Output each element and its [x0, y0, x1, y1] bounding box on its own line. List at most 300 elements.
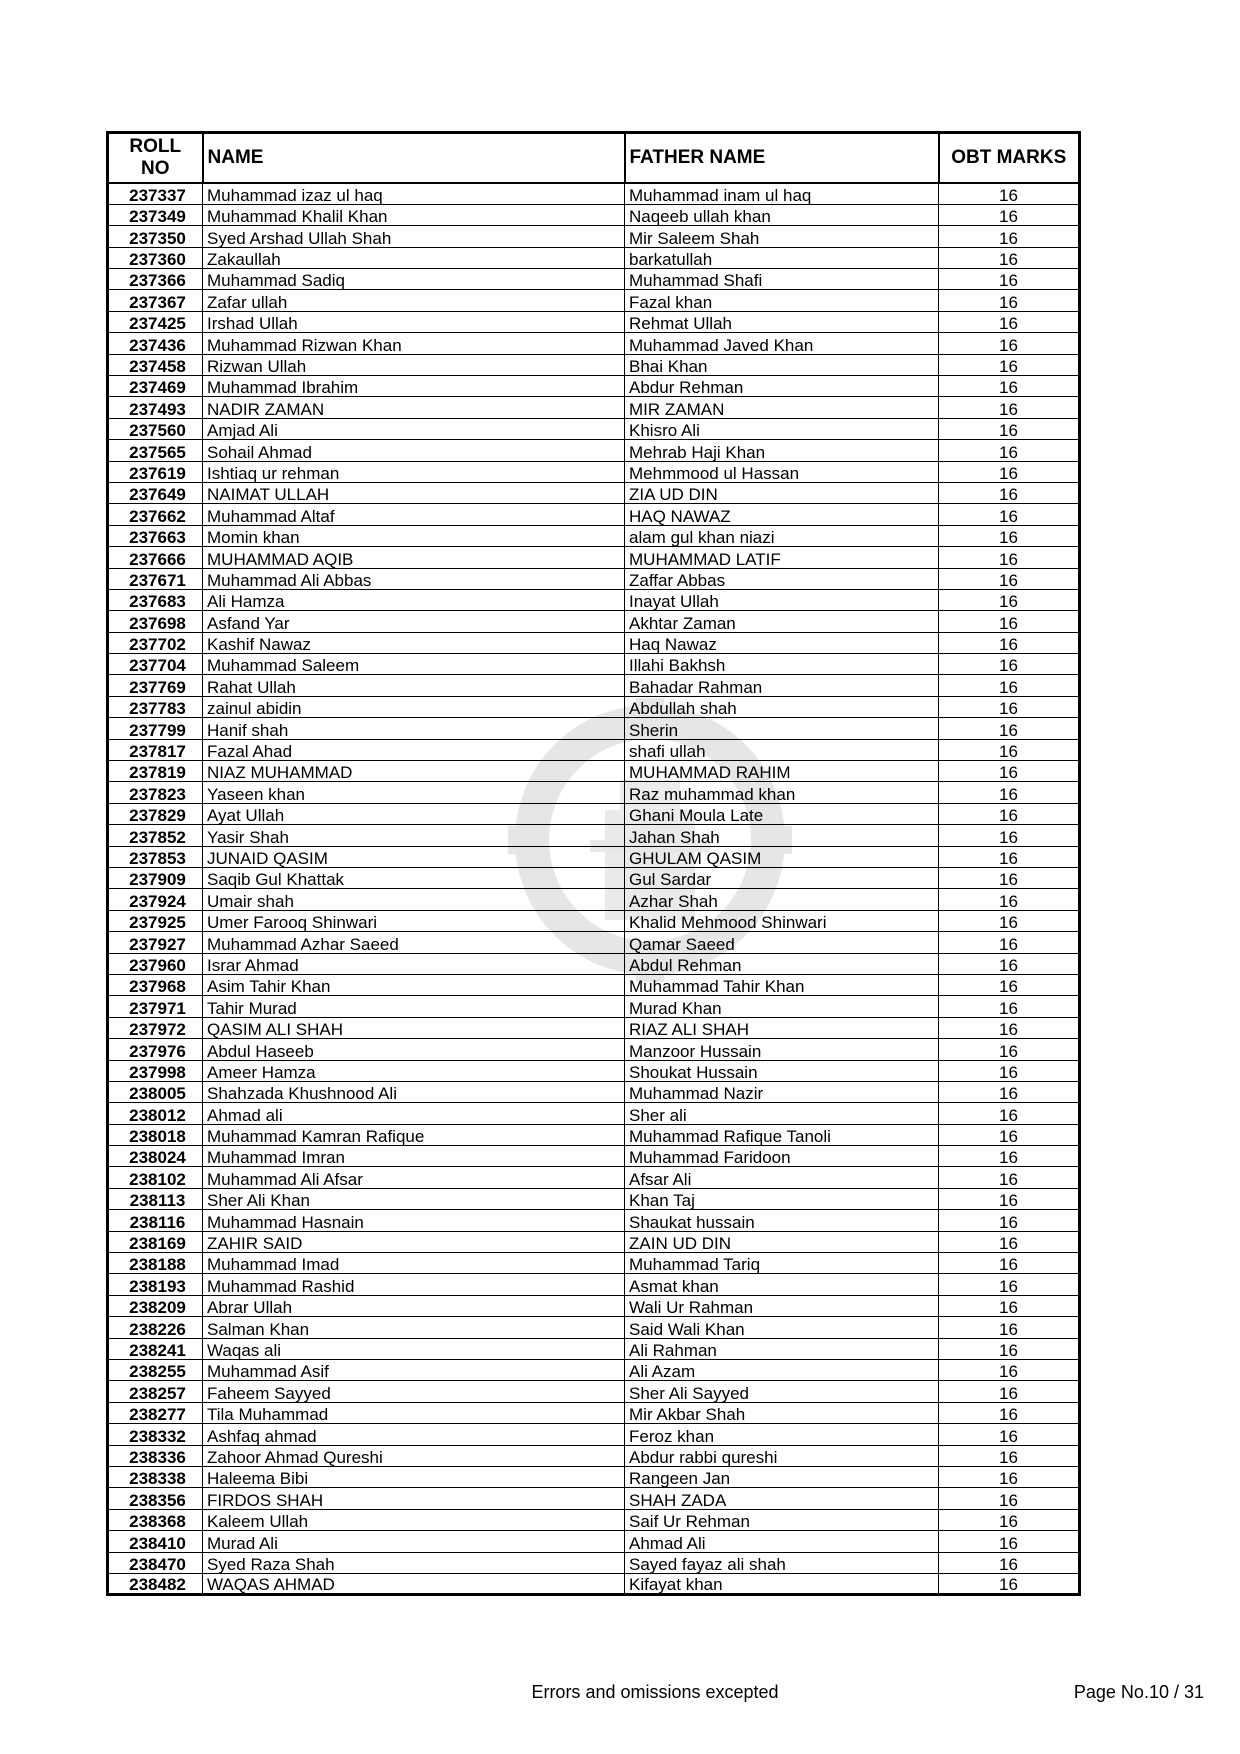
roll-no-cell: 237924: [108, 889, 203, 910]
father-name-cell: Zaffar Abbas: [625, 568, 939, 589]
obt-marks-cell: 16: [939, 932, 1080, 953]
father-name-cell: Naqeeb ullah khan: [625, 204, 939, 225]
father-name-cell: Sher ali: [625, 1103, 939, 1124]
name-cell: Abdul Haseeb: [203, 1039, 625, 1060]
table-row: [108, 1081, 1080, 1102]
header-father-name: FATHER NAME: [625, 133, 939, 184]
table-row: [108, 1359, 1080, 1380]
table-row: [108, 1124, 1080, 1145]
table-row: [108, 1274, 1080, 1295]
name-cell: Umer Farooq Shinwari: [203, 910, 625, 931]
table-row: [108, 1338, 1080, 1359]
roll-no-cell: 237493: [108, 397, 203, 418]
obt-marks-cell: 16: [939, 1338, 1080, 1359]
roll-no-cell: 237960: [108, 953, 203, 974]
table-row: [108, 589, 1080, 610]
table-row: [108, 547, 1080, 568]
table-row: [108, 1445, 1080, 1466]
obt-marks-cell: 16: [939, 504, 1080, 525]
obt-marks-cell: 16: [939, 1274, 1080, 1295]
obt-marks-cell: 16: [939, 204, 1080, 225]
roll-no-cell: 238356: [108, 1488, 203, 1509]
roll-no-cell: 238024: [108, 1146, 203, 1167]
obt-marks-cell: 16: [939, 611, 1080, 632]
father-name-cell: ZAIN UD DIN: [625, 1231, 939, 1252]
roll-no-cell: 238113: [108, 1188, 203, 1209]
table-body: [108, 183, 1080, 1595]
name-cell: Ashfaq ahmad: [203, 1424, 625, 1445]
roll-no-cell: 238255: [108, 1359, 203, 1380]
table-row: [108, 397, 1080, 418]
roll-no-cell: 237367: [108, 290, 203, 311]
obt-marks-cell: 16: [939, 333, 1080, 354]
name-cell: Muhammad Azhar Saeed: [203, 932, 625, 953]
father-name-cell: Murad Khan: [625, 996, 939, 1017]
name-cell: Muhammad Rizwan Khan: [203, 333, 625, 354]
header-obt-marks: OBT MARKS: [939, 133, 1080, 184]
roll-no-cell: 237927: [108, 932, 203, 953]
obt-marks-cell: 16: [939, 547, 1080, 568]
table-row: [108, 1103, 1080, 1124]
father-name-cell: Feroz khan: [625, 1424, 939, 1445]
obt-marks-cell: 16: [939, 1509, 1080, 1530]
name-cell: JUNAID QASIM: [203, 846, 625, 867]
roll-no-cell: 237971: [108, 996, 203, 1017]
roll-no-cell: 237349: [108, 204, 203, 225]
name-cell: Israr Ahmad: [203, 953, 625, 974]
obt-marks-cell: 16: [939, 1210, 1080, 1231]
roll-no-cell: 238336: [108, 1445, 203, 1466]
roll-no-cell: 237704: [108, 654, 203, 675]
obt-marks-cell: 16: [939, 1531, 1080, 1552]
father-name-cell: Muhammad Faridoon: [625, 1146, 939, 1167]
table-row: [108, 932, 1080, 953]
name-cell: Yasir Shah: [203, 825, 625, 846]
name-cell: zainul abidin: [203, 696, 625, 717]
name-cell: Sohail Ahmad: [203, 440, 625, 461]
obt-marks-cell: 16: [939, 376, 1080, 397]
name-cell: Syed Arshad Ullah Shah: [203, 226, 625, 247]
obt-marks-cell: 16: [939, 418, 1080, 439]
father-name-cell: Ahmad Ali: [625, 1531, 939, 1552]
roll-no-cell: 237663: [108, 525, 203, 546]
obt-marks-cell: 16: [939, 654, 1080, 675]
table-row: [108, 846, 1080, 867]
name-cell: WAQAS AHMAD: [203, 1573, 625, 1594]
table-row: [108, 1253, 1080, 1274]
father-name-cell: Muhammad Javed Khan: [625, 333, 939, 354]
table-row: [108, 675, 1080, 696]
roll-no-cell: 237436: [108, 333, 203, 354]
roll-no-cell: 238482: [108, 1573, 203, 1594]
roll-no-cell: 238169: [108, 1231, 203, 1252]
table-row: [108, 354, 1080, 375]
roll-no-cell: 237702: [108, 632, 203, 653]
obt-marks-cell: 16: [939, 589, 1080, 610]
table-row: [108, 418, 1080, 439]
table-row: [108, 568, 1080, 589]
roll-no-cell: 238018: [108, 1124, 203, 1145]
table-row: [108, 333, 1080, 354]
father-name-cell: Haq Nawaz: [625, 632, 939, 653]
roll-no-cell: 238116: [108, 1210, 203, 1231]
table-row: [108, 889, 1080, 910]
father-name-cell: Jahan Shah: [625, 825, 939, 846]
obt-marks-cell: 16: [939, 1381, 1080, 1402]
obt-marks-cell: 16: [939, 247, 1080, 268]
father-name-cell: Asmat khan: [625, 1274, 939, 1295]
obt-marks-cell: 16: [939, 868, 1080, 889]
father-name-cell: Muhammad inam ul haq: [625, 183, 939, 204]
header-name: NAME: [203, 133, 625, 184]
roll-no-cell: 237783: [108, 696, 203, 717]
roll-no-cell: 238005: [108, 1081, 203, 1102]
name-cell: Fazal Ahad: [203, 739, 625, 760]
father-name-cell: Illahi Bakhsh: [625, 654, 939, 675]
table-header-row: [108, 133, 1080, 184]
table-row: [108, 183, 1080, 204]
roll-no-cell: 237649: [108, 482, 203, 503]
father-name-cell: Bhai Khan: [625, 354, 939, 375]
table-row: [108, 1295, 1080, 1316]
name-cell: NADIR ZAMAN: [203, 397, 625, 418]
father-name-cell: RIAZ ALI SHAH: [625, 1017, 939, 1038]
table-row: [108, 996, 1080, 1017]
table-row: [108, 440, 1080, 461]
father-name-cell: Muhammad Tariq: [625, 1253, 939, 1274]
obt-marks-cell: 16: [939, 183, 1080, 204]
roll-no-cell: 237698: [108, 611, 203, 632]
roll-no-cell: 237817: [108, 739, 203, 760]
obt-marks-cell: 16: [939, 910, 1080, 931]
father-name-cell: Inayat Ullah: [625, 589, 939, 610]
obt-marks-cell: 16: [939, 782, 1080, 803]
obt-marks-cell: 16: [939, 397, 1080, 418]
obt-marks-cell: 16: [939, 1359, 1080, 1380]
name-cell: Muhammad Rashid: [203, 1274, 625, 1295]
name-cell: Momin khan: [203, 525, 625, 546]
name-cell: NAIMAT ULLAH: [203, 482, 625, 503]
roll-no-cell: 237560: [108, 418, 203, 439]
roll-no-cell: 238338: [108, 1466, 203, 1487]
obt-marks-cell: 16: [939, 568, 1080, 589]
table-row: [108, 782, 1080, 803]
obt-marks-cell: 16: [939, 825, 1080, 846]
name-cell: Waqas ali: [203, 1338, 625, 1359]
obt-marks-cell: 16: [939, 354, 1080, 375]
obt-marks-cell: 16: [939, 1466, 1080, 1487]
name-cell: Yaseen khan: [203, 782, 625, 803]
roll-no-cell: 238241: [108, 1338, 203, 1359]
roll-no-cell: 237976: [108, 1039, 203, 1060]
table-row: [108, 311, 1080, 332]
father-name-cell: Abdur Rehman: [625, 376, 939, 397]
obt-marks-cell: 16: [939, 290, 1080, 311]
obt-marks-cell: 16: [939, 461, 1080, 482]
table-row: [108, 632, 1080, 653]
father-name-cell: shafi ullah: [625, 739, 939, 760]
table-row: [108, 1381, 1080, 1402]
obt-marks-cell: 16: [939, 1402, 1080, 1423]
father-name-cell: Mir Akbar Shah: [625, 1402, 939, 1423]
father-name-cell: Muhammad Tahir Khan: [625, 974, 939, 995]
obt-marks-cell: 16: [939, 696, 1080, 717]
father-name-cell: Rangeen Jan: [625, 1466, 939, 1487]
obt-marks-cell: 16: [939, 1124, 1080, 1145]
father-name-cell: Ali Rahman: [625, 1338, 939, 1359]
name-cell: MUHAMMAD AQIB: [203, 547, 625, 568]
father-name-cell: Muhammad Nazir: [625, 1081, 939, 1102]
table-row: [108, 1039, 1080, 1060]
obt-marks-cell: 16: [939, 1039, 1080, 1060]
roll-no-cell: 237998: [108, 1060, 203, 1081]
table-row: [108, 1402, 1080, 1423]
name-cell: Ahmad ali: [203, 1103, 625, 1124]
roll-no-cell: 237683: [108, 589, 203, 610]
table-row: [108, 953, 1080, 974]
table-row: [108, 696, 1080, 717]
name-cell: Ameer Hamza: [203, 1060, 625, 1081]
table-row: [108, 1146, 1080, 1167]
father-name-cell: Khalid Mehmood Shinwari: [625, 910, 939, 931]
name-cell: Saqib Gul Khattak: [203, 868, 625, 889]
name-cell: Murad Ali: [203, 1531, 625, 1552]
name-cell: NIAZ MUHAMMAD: [203, 761, 625, 782]
name-cell: Amjad Ali: [203, 418, 625, 439]
name-cell: Tila Muhammad: [203, 1402, 625, 1423]
name-cell: Ayat Ullah: [203, 803, 625, 824]
table-row: [108, 247, 1080, 268]
name-cell: Muhammad izaz ul haq: [203, 183, 625, 204]
obt-marks-cell: 16: [939, 482, 1080, 503]
name-cell: Umair shah: [203, 889, 625, 910]
name-cell: Muhammad Asif: [203, 1359, 625, 1380]
father-name-cell: Raz muhammad khan: [625, 782, 939, 803]
father-name-cell: Shoukat Hussain: [625, 1060, 939, 1081]
roll-no-cell: 237769: [108, 675, 203, 696]
father-name-cell: Mehmmood ul Hassan: [625, 461, 939, 482]
name-cell: Kaleem Ullah: [203, 1509, 625, 1530]
father-name-cell: Ali Azam: [625, 1359, 939, 1380]
roll-no-cell: 238332: [108, 1424, 203, 1445]
name-cell: Ali Hamza: [203, 589, 625, 610]
name-cell: Muhammad Imad: [203, 1253, 625, 1274]
father-name-cell: Wali Ur Rahman: [625, 1295, 939, 1316]
father-name-cell: Sher Ali Sayyed: [625, 1381, 939, 1402]
table-row: [108, 1317, 1080, 1338]
obt-marks-cell: 16: [939, 1103, 1080, 1124]
roll-no-cell: 237852: [108, 825, 203, 846]
name-cell: Asfand Yar: [203, 611, 625, 632]
name-cell: Kashif Nawaz: [203, 632, 625, 653]
father-name-cell: Abdur rabbi qureshi: [625, 1445, 939, 1466]
father-name-cell: Azhar Shah: [625, 889, 939, 910]
results-table: [106, 131, 1081, 1596]
father-name-cell: alam gul khan niazi: [625, 525, 939, 546]
roll-no-cell: 237823: [108, 782, 203, 803]
roll-no-cell: 237829: [108, 803, 203, 824]
father-name-cell: Akhtar Zaman: [625, 611, 939, 632]
table-row: [108, 482, 1080, 503]
obt-marks-cell: 16: [939, 226, 1080, 247]
table-row: [108, 611, 1080, 632]
table-row: [108, 1488, 1080, 1509]
father-name-cell: Sayed fayaz ali shah: [625, 1552, 939, 1573]
father-name-cell: HAQ NAWAZ: [625, 504, 939, 525]
roll-no-cell: 238012: [108, 1103, 203, 1124]
name-cell: Zafar ullah: [203, 290, 625, 311]
name-cell: Muhammad Kamran Rafique: [203, 1124, 625, 1145]
obt-marks-cell: 16: [939, 1081, 1080, 1102]
table-row: [108, 718, 1080, 739]
roll-no-cell: 237425: [108, 311, 203, 332]
table-row: [108, 504, 1080, 525]
roll-no-cell: 237671: [108, 568, 203, 589]
obt-marks-cell: 16: [939, 269, 1080, 290]
roll-no-cell: 237565: [108, 440, 203, 461]
name-cell: Shahzada Khushnood Ali: [203, 1081, 625, 1102]
father-name-cell: Afsar Ali: [625, 1167, 939, 1188]
table-row: [108, 1531, 1080, 1552]
roll-no-cell: 238277: [108, 1402, 203, 1423]
table-row: [108, 226, 1080, 247]
name-cell: Asim Tahir Khan: [203, 974, 625, 995]
obt-marks-cell: 16: [939, 974, 1080, 995]
roll-no-cell: 237799: [108, 718, 203, 739]
name-cell: Salman Khan: [203, 1317, 625, 1338]
father-name-cell: Kifayat khan: [625, 1573, 939, 1594]
father-name-cell: Mir Saleem Shah: [625, 226, 939, 247]
obt-marks-cell: 16: [939, 525, 1080, 546]
roll-no-cell: 237360: [108, 247, 203, 268]
obt-marks-cell: 16: [939, 718, 1080, 739]
table-row: [108, 1552, 1080, 1573]
table-row: [108, 1509, 1080, 1530]
father-name-cell: Muhammad Rafique Tanoli: [625, 1124, 939, 1145]
table-row: [108, 825, 1080, 846]
name-cell: Zakaullah: [203, 247, 625, 268]
roll-no-cell: 237350: [108, 226, 203, 247]
roll-no-cell: 237662: [108, 504, 203, 525]
name-cell: Muhammad Saleem: [203, 654, 625, 675]
father-name-cell: Qamar Saeed: [625, 932, 939, 953]
table-row: [108, 461, 1080, 482]
name-cell: QASIM ALI SHAH: [203, 1017, 625, 1038]
roll-no-cell: 238193: [108, 1274, 203, 1295]
name-cell: Irshad Ullah: [203, 311, 625, 332]
name-cell: Muhammad Hasnain: [203, 1210, 625, 1231]
roll-no-cell: 238226: [108, 1317, 203, 1338]
name-cell: Faheem Sayyed: [203, 1381, 625, 1402]
father-name-cell: Gul Sardar: [625, 868, 939, 889]
name-cell: Tahir Murad: [203, 996, 625, 1017]
table-row: [108, 1466, 1080, 1487]
table-row: [108, 1188, 1080, 1209]
roll-no-cell: 237972: [108, 1017, 203, 1038]
roll-no-cell: 237619: [108, 461, 203, 482]
roll-no-cell: 237909: [108, 868, 203, 889]
obt-marks-cell: 16: [939, 1424, 1080, 1445]
name-cell: Muhammad Ali Abbas: [203, 568, 625, 589]
father-name-cell: Sherin: [625, 718, 939, 739]
father-name-cell: Khisro Ali: [625, 418, 939, 439]
roll-no-cell: 237469: [108, 376, 203, 397]
table-row: [108, 1231, 1080, 1252]
obt-marks-cell: 16: [939, 1017, 1080, 1038]
roll-no-cell: 238209: [108, 1295, 203, 1316]
obt-marks-cell: 16: [939, 1445, 1080, 1466]
father-name-cell: Mehrab Haji Khan: [625, 440, 939, 461]
header-roll-no: ROLL NO: [108, 133, 203, 184]
obt-marks-cell: 16: [939, 761, 1080, 782]
name-cell: Muhammad Sadiq: [203, 269, 625, 290]
table-row: [108, 525, 1080, 546]
table-row: [108, 204, 1080, 225]
father-name-cell: Ghani Moula Late: [625, 803, 939, 824]
obt-marks-cell: 16: [939, 1253, 1080, 1274]
roll-no-cell: 237925: [108, 910, 203, 931]
roll-no-cell: 237366: [108, 269, 203, 290]
father-name-cell: Fazal khan: [625, 290, 939, 311]
table-row: [108, 290, 1080, 311]
name-cell: Abrar Ullah: [203, 1295, 625, 1316]
table-row: [108, 1060, 1080, 1081]
table-row: [108, 739, 1080, 760]
table-row: [108, 910, 1080, 931]
obt-marks-cell: 16: [939, 889, 1080, 910]
father-name-cell: Abdullah shah: [625, 696, 939, 717]
table-row: [108, 1424, 1080, 1445]
father-name-cell: Shaukat hussain: [625, 1210, 939, 1231]
obt-marks-cell: 16: [939, 1231, 1080, 1252]
obt-marks-cell: 16: [939, 632, 1080, 653]
table-row: [108, 1210, 1080, 1231]
obt-marks-cell: 16: [939, 996, 1080, 1017]
name-cell: Haleema Bibi: [203, 1466, 625, 1487]
obt-marks-cell: 16: [939, 1295, 1080, 1316]
father-name-cell: ZIA UD DIN: [625, 482, 939, 503]
father-name-cell: Abdul Rehman: [625, 953, 939, 974]
page-number: Page No.10 / 31: [1073, 1682, 1204, 1702]
name-cell: Muhammad Imran: [203, 1146, 625, 1167]
table-row: [108, 1573, 1080, 1594]
roll-no-cell: 238368: [108, 1509, 203, 1530]
name-cell: Sher Ali Khan: [203, 1188, 625, 1209]
name-cell: Zahoor Ahmad Qureshi: [203, 1445, 625, 1466]
roll-no-cell: 238410: [108, 1531, 203, 1552]
table-row: [108, 269, 1080, 290]
obt-marks-cell: 16: [939, 1488, 1080, 1509]
table-row: [108, 654, 1080, 675]
name-cell: Muhammad Altaf: [203, 504, 625, 525]
father-name-cell: Muhammad Shafi: [625, 269, 939, 290]
roll-no-cell: 237666: [108, 547, 203, 568]
table-row: [108, 1167, 1080, 1188]
footer-note: Errors and omissions excepted: [531, 1682, 779, 1702]
roll-no-cell: 238102: [108, 1167, 203, 1188]
obt-marks-cell: 16: [939, 440, 1080, 461]
father-name-cell: SHAH ZADA: [625, 1488, 939, 1509]
obt-marks-cell: 16: [939, 1167, 1080, 1188]
father-name-cell: MUHAMMAD RAHIM: [625, 761, 939, 782]
father-name-cell: Said Wali Khan: [625, 1317, 939, 1338]
obt-marks-cell: 16: [939, 739, 1080, 760]
table-row: [108, 1017, 1080, 1038]
name-cell: Syed Raza Shah: [203, 1552, 625, 1573]
roll-no-cell: 238470: [108, 1552, 203, 1573]
roll-no-cell: 237337: [108, 183, 203, 204]
obt-marks-cell: 16: [939, 1573, 1080, 1594]
